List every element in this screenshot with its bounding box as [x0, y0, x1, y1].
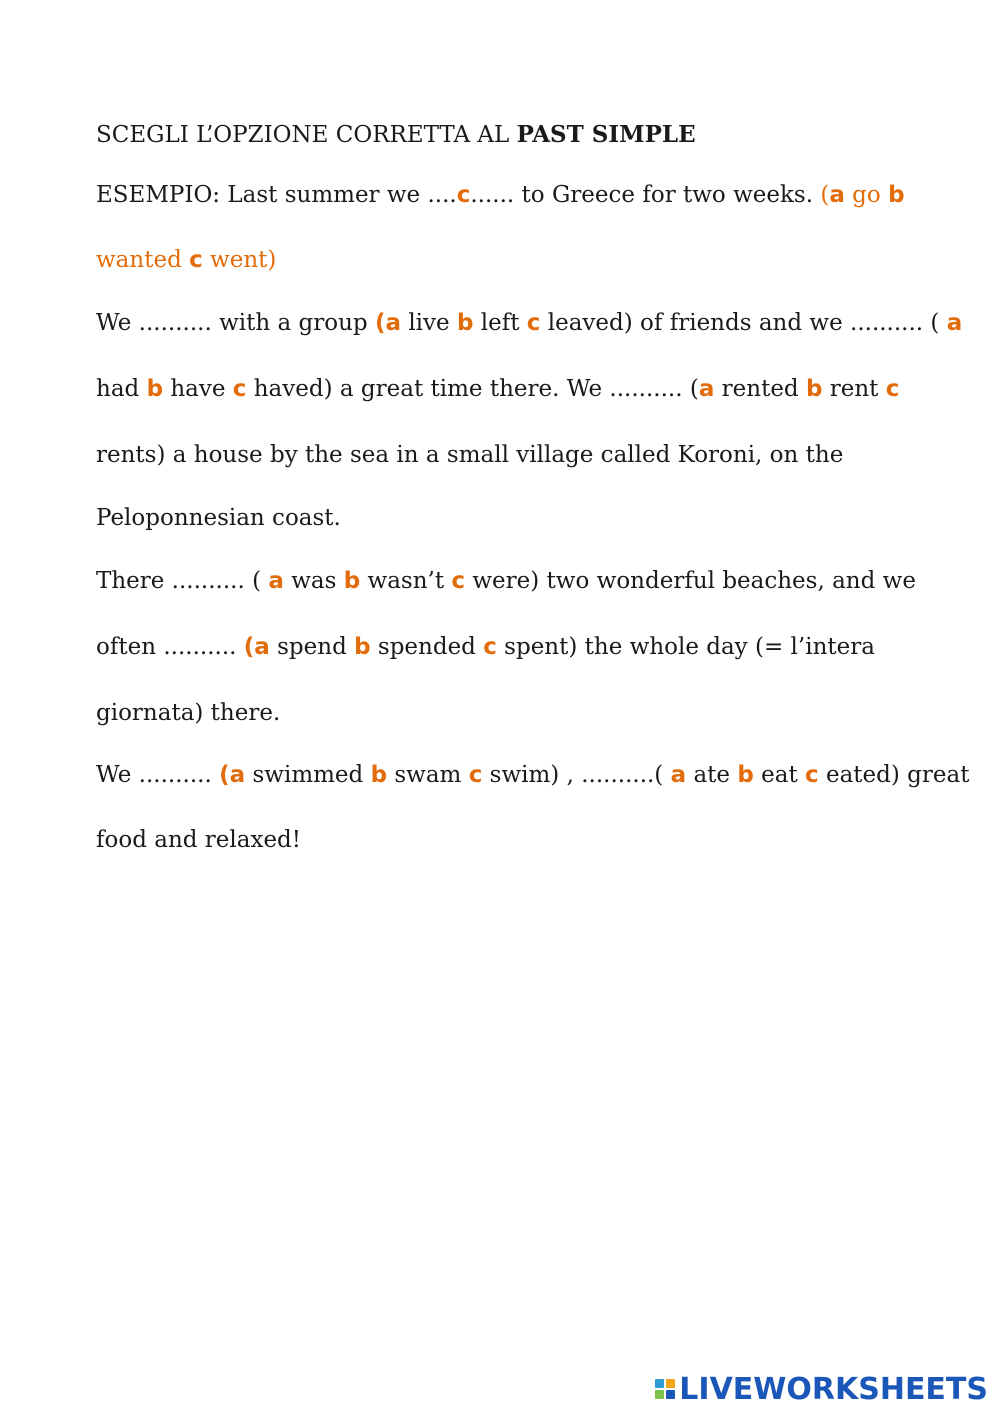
option-letter: b: [737, 762, 754, 788]
option-letter: c: [805, 762, 819, 788]
page-title: [96, 120, 956, 150]
option-letter: b: [888, 182, 905, 208]
option-letter: a: [268, 568, 284, 594]
exercise-line: [96, 825, 956, 855]
sentence-text: food and relaxed!: [96, 827, 302, 853]
exercise-line: [96, 440, 956, 470]
option-letter: c: [885, 376, 900, 402]
sentence-text: eated) great: [818, 762, 970, 788]
sentence-text: spended: [370, 634, 484, 660]
option-letter: c: [456, 182, 471, 208]
sentence-text: ...... to Greece for two weeks.: [470, 182, 821, 208]
option-letter: c: [483, 634, 497, 660]
liveworksheets-logo: [655, 1371, 988, 1407]
option-letter: (a: [374, 310, 402, 336]
option-letter: c: [189, 247, 203, 273]
option-letter: (a: [219, 762, 246, 788]
sentence-text: swimmed: [245, 762, 371, 788]
sentence-text: have: [163, 376, 233, 402]
exercise-line: [96, 760, 970, 790]
sentence-text: wasn’t: [360, 568, 452, 594]
sentence-text: Peloponnesian coast.: [96, 505, 341, 531]
sentence-text: There .......... (: [96, 568, 269, 594]
liveworksheets-grid-icon: [655, 1379, 675, 1399]
sentence-text: were) two wonderful beaches, and we: [465, 568, 916, 594]
sentence-text: was: [283, 568, 344, 594]
sentence-text: often ..........: [96, 634, 244, 660]
sentence-text: rent: [822, 376, 886, 402]
exercise-line: [96, 566, 956, 596]
example-option-text: (: [820, 182, 830, 208]
title-emphasis: PAST SIMPLE: [516, 121, 696, 148]
option-letter: a: [698, 376, 715, 402]
example-option-text: went): [202, 247, 277, 273]
exercise-line: [96, 180, 956, 210]
sentence-text: had: [96, 376, 147, 402]
sentence-text: giornata) there.: [96, 700, 281, 726]
example-option-text: go: [844, 182, 889, 208]
exercise-line: [96, 374, 956, 404]
sentence-text: We ..........: [96, 762, 220, 788]
option-letter: c: [526, 310, 541, 336]
exercise-line: [96, 632, 956, 662]
sentence-text: We .......... with a group: [96, 310, 375, 336]
option-letter: b: [370, 762, 388, 788]
example-option-text: wanted: [96, 247, 190, 273]
exercise-line: [96, 698, 956, 728]
option-letter: b: [343, 568, 361, 594]
exercise-line: [96, 503, 956, 533]
option-letter: c: [468, 762, 483, 788]
sentence-text: eat: [753, 762, 806, 788]
option-letter: b: [354, 634, 371, 660]
sentence-text: ate: [686, 762, 738, 788]
sentence-text: spent) the whole day (= l’intera: [496, 634, 875, 660]
sentence-text: rents) a house by the sea in a small village called Koroni, on the: [96, 442, 844, 468]
option-letter: (a: [243, 634, 270, 660]
sentence-text: left: [473, 310, 527, 336]
option-letter: b: [456, 310, 474, 336]
option-letter: b: [805, 376, 823, 402]
sentence-text: live: [401, 310, 457, 336]
option-letter: c: [451, 568, 466, 594]
sentence-text: swam: [387, 762, 469, 788]
sentence-text: leaved) of friends and we .......... (: [540, 310, 947, 336]
option-letter: c: [232, 376, 247, 402]
title-text: SCEGLI L’OPZIONE CORRETTA AL: [96, 122, 517, 148]
sentence-text: haved) a great time there. We .......... (: [246, 376, 699, 402]
exercise-line: [96, 245, 956, 275]
sentence-text: rented: [714, 376, 806, 402]
option-letter: a: [829, 182, 845, 208]
exercise-line: [96, 308, 963, 338]
option-letter: b: [146, 376, 164, 402]
sentence-text: swim) , ..........(: [482, 762, 671, 788]
option-letter: a: [670, 762, 687, 788]
sentence-text: spend: [269, 634, 355, 660]
option-letter: a: [946, 310, 963, 336]
sentence-text: ESEMPIO: Last summer we ....: [96, 182, 457, 208]
logo-text: LIVEWORKSHEETS: [679, 1371, 988, 1407]
